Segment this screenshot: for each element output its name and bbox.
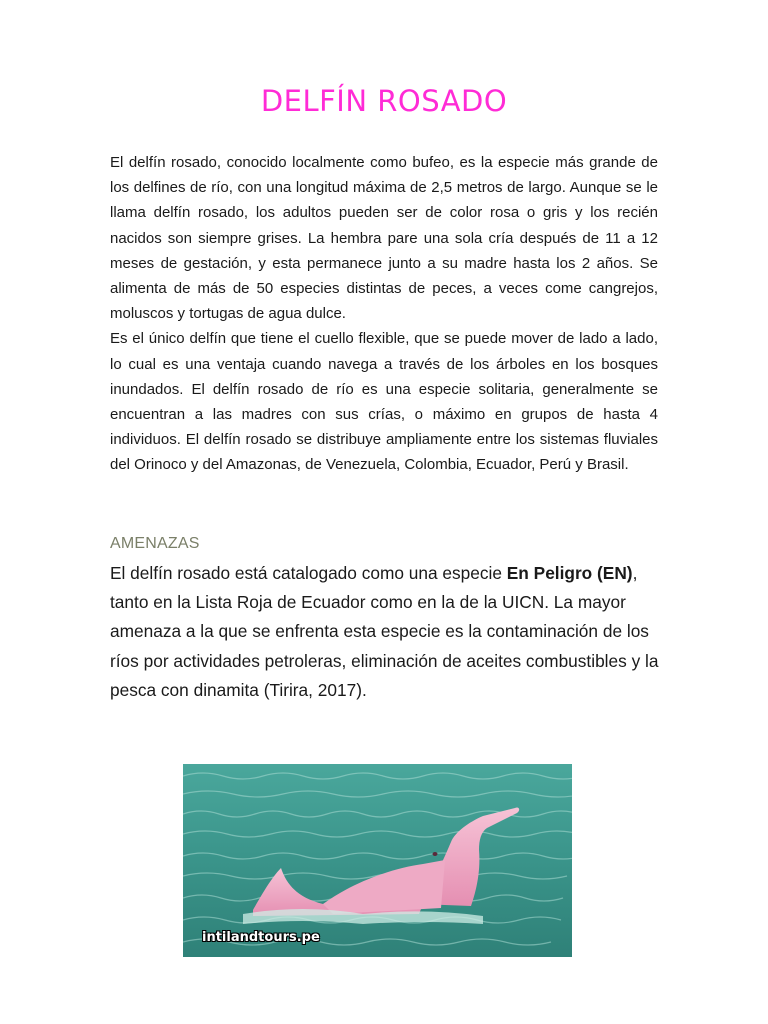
paragraph-description: El delfín rosado, conocido localmente como bufeo, es la especie más grande de los delfines de río, con una longitud máxima de 2,5 metros de largo. Aunque se le llama delfín rosado, los adultos pueden ser de color rosa o gris y los recién nacidos son siempre grises. La hembra pare una sola cría después de 11 a 12 meses de gestación, y esta permanece junto a su madre hasta los 2 años. Se alimenta de más de 50 especies distintas de peces, a veces come cangrejos, moluscos y tortugas de agua dulce. — [110, 154, 658, 323]
body-text — [110, 150, 658, 478]
conservation-status: En Peligro (EN) — [506, 563, 633, 583]
threats-intro: El delfín rosado está catalogado como una especie — [110, 563, 507, 583]
paragraph-behavior: Es el único delfín que tiene el cuello flexible, que se puede mover de lado a lado, lo cual es una ventaja cuando navega a través de los árboles en los bosques inundados. El delfín rosado de río es una especie solitaria, generalmente se encuentran a las madres con sus crías, o máximo en grupos de hasta 4 individuos. El delfín rosado se distribuye ampliamente entre los sistemas fluviales del Orinoco y del Amazonas, de Venezuela, Colombia, Ecuador, Perú y Brasil. — [110, 330, 658, 474]
document-title: DELFÍN ROSADO — [260, 84, 508, 118]
threats-heading: AMENAZAS — [110, 535, 200, 552]
threats-rest: , tanto en la Lista Roja de Ecuador como en la de la UICN. La mayor amenaza a la que se enfrenta esta especie es la contaminación de los ríos por actividades petroleras, eliminación de aceites combustibles y la pesca con dinamita (Tirira, 2017). — [110, 563, 659, 700]
photo-watermark: intilandtours.pe — [202, 930, 320, 945]
threats-paragraph — [110, 559, 660, 705]
pink-dolphin-photo — [183, 764, 572, 957]
